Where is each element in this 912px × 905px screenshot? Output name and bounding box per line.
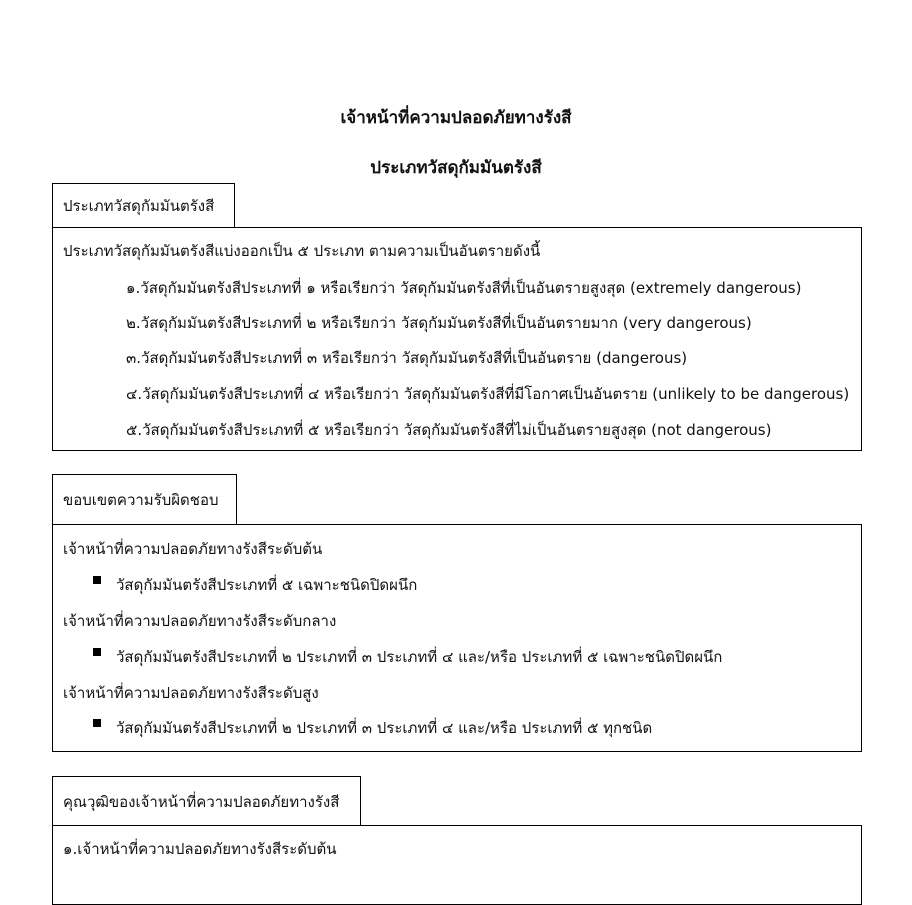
- section-box-responsibility: [52, 524, 862, 752]
- bullet-square-icon: [93, 648, 101, 656]
- level-heading: เจ้าหน้าที่ความปลอดภัยทางรังสีระดับกลาง: [63, 612, 337, 630]
- qualification-item: ๑.เจ้าหน้าที่ความปลอดภัยทางรังสีระดับต้น: [63, 840, 337, 858]
- section-tab-responsibility: [52, 474, 237, 525]
- list-item: ๒.วัสดุกัมมันตรังสีประเภทที่ ๒ หรือเรียกว่า วัสดุกัมมันตรังสีที่เป็นอันตรายมาก (very dangerous): [126, 314, 752, 332]
- section-intro: ประเภทวัสดุกัมมันตรังสีแบ่งออกเป็น ๕ ประเภท ตามความเป็นอันตรายดังนี้: [63, 242, 541, 260]
- bullet-square-icon: [93, 719, 101, 727]
- level-heading: เจ้าหน้าที่ความปลอดภัยทางรังสีระดับต้น: [63, 540, 323, 558]
- section-tab-label: ขอบเขตความรับผิดชอบ: [63, 491, 219, 509]
- bullet-square-icon: [93, 576, 101, 584]
- section-tab-radioactive-types: [52, 183, 235, 227]
- page-title: เจ้าหน้าที่ความปลอดภัยทางรังสี: [340, 108, 572, 128]
- list-item: ๓.วัสดุกัมมันตรังสีประเภทที่ ๓ หรือเรียกว่า วัสดุกัมมันตรังสีที่เป็นอันตราย (dangerous): [126, 349, 688, 367]
- level-bullet-text: วัสดุกัมมันตรังสีประเภทที่ ๒ ประเภทที่ ๓ ประเภทที่ ๔ และ/หรือ ประเภทที่ ๕ เฉพาะชนิดปิดผนึก: [116, 648, 723, 666]
- section-box-qualifications: [52, 825, 862, 905]
- level-bullet-text: วัสดุกัมมันตรังสีประเภทที่ ๕ เฉพาะชนิดปิดผนึก: [116, 576, 418, 594]
- section-tab-label: ประเภทวัสดุกัมมันตรังสี: [63, 196, 215, 215]
- list-item: ๕.วัสดุกัมมันตรังสีประเภทที่ ๕ หรือเรียกว่า วัสดุกัมมันตรังสีที่ไม่เป็นอันตรายสูงสุด (not dangerous): [126, 421, 772, 439]
- level-bullet-text: วัสดุกัมมันตรังสีประเภทที่ ๒ ประเภทที่ ๓ ประเภทที่ ๔ และ/หรือ ประเภทที่ ๕ ทุกชนิด: [116, 719, 653, 737]
- section-box-radioactive-types: [52, 227, 862, 451]
- list-item: ๑.วัสดุกัมมันตรังสีประเภทที่ ๑ หรือเรียกว่า วัสดุกัมมันตรังสีที่เป็นอันตรายสูงสุด (extremely dangerous): [126, 279, 802, 297]
- section-tab-label: คุณวุฒิของเจ้าหน้าที่ความปลอดภัยทางรังสี: [63, 792, 340, 811]
- level-heading: เจ้าหน้าที่ความปลอดภัยทางรังสีระดับสูง: [63, 684, 319, 702]
- section-tab-qualifications: [52, 776, 361, 826]
- list-item: ๔.วัสดุกัมมันตรังสีประเภทที่ ๔ หรือเรียกว่า วัสดุกัมมันตรังสีที่มีโอกาศเป็นอันตราย (unlikely to be dangerous): [126, 385, 850, 403]
- page-subtitle: ประเภทวัสดุกัมมันตรังสี: [370, 158, 542, 178]
